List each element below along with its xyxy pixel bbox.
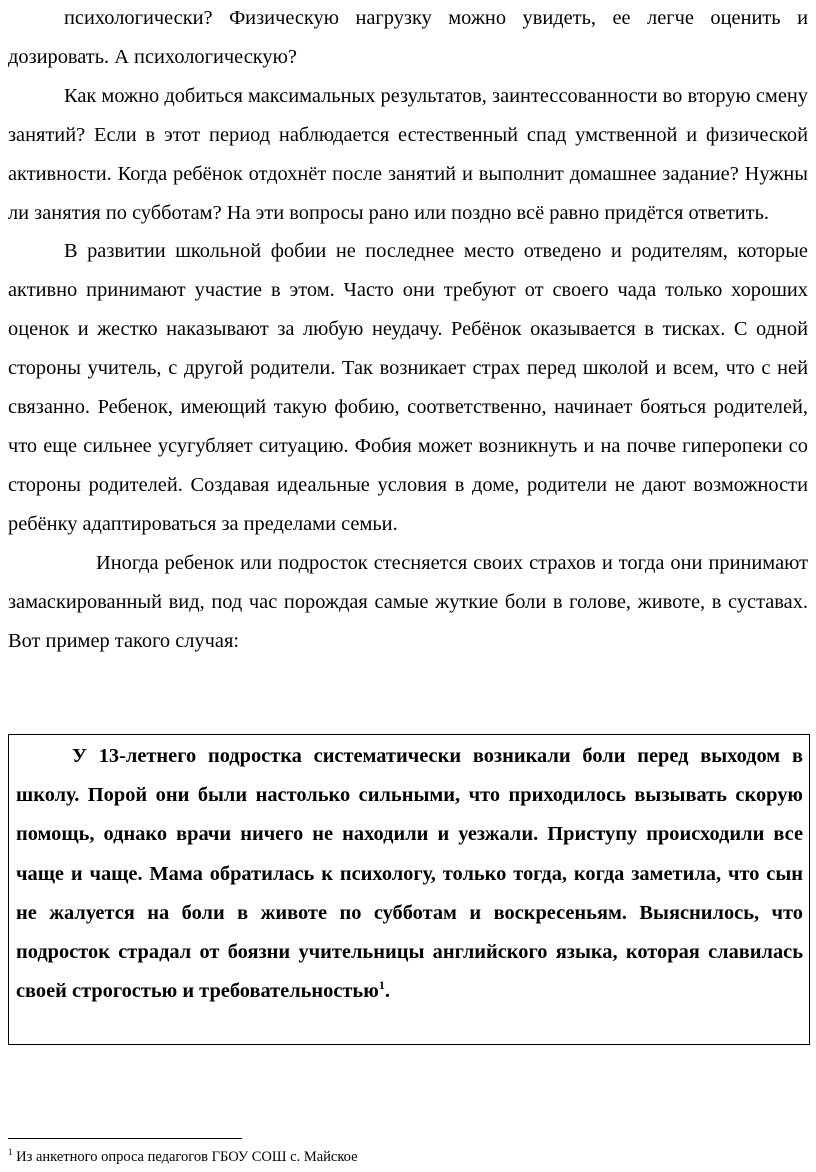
footnote-text: Из анкетного опроса педагогов ГБОУ СОШ с. Майское bbox=[12, 1149, 358, 1165]
document-page bbox=[8, 0, 808, 1003]
paragraph-3: В развитии школьной фобии не последнее место отведено и родителям, которые активно принимают участие в этом. Часто они требуют от своего чада только хороших оценок и жестко наказывают за любую неудачу. Ребёнок оказывается в тисках. С одной стороны учитель, с другой родители. Так возникает страх перед школой и всем, что с ней связанно. Ребенок, имеющий такую фобию, соответственно, начинает бояться родителей, что еще сильнее усугубляет ситуацию. Фобия может возникнуть и на почве гиперопеки со стороны родителей. Создавая идеальные условия в доме, родители не дают возможности ребёнку адаптироваться за пределами семьи. bbox=[8, 240, 808, 535]
footnote bbox=[8, 1148, 358, 1166]
paragraph-1: психологически? Физическую нагрузку можно увидеть, ее легче оценить и дозировать. А психологическую? bbox=[8, 7, 808, 68]
paragraph-4: Иногда ребенок или подросток стесняется своих страхов и тогда они принимают замаскированный вид, под час порождая самые жуткие боли в голове, животе, в суставах. Вот пример такого случая: bbox=[8, 551, 808, 652]
case-example-box bbox=[8, 734, 810, 1045]
paragraph-2: Как можно добиться максимальных результатов, заинтессованности во вторую смену занятий? Если в этот период наблюдается естественный спад умственной и физической активности. Когда ребёнок отдохнёт после занятий и выполнит домашнее задание? Нужны ли занятия по субботам? На эти вопросы рано или поздно всё равно придётся ответить. bbox=[8, 84, 808, 224]
footnote-reference[interactable]: 1 bbox=[378, 978, 385, 993]
footnote-separator bbox=[8, 1138, 242, 1139]
case-example-end: . bbox=[384, 980, 390, 1003]
case-example-body: У 13-летнего подростка систематически возникали боли перед выходом в школу. Порой они были настолько сильными, что приходилось вызывать скорую помощь, однако врачи ничего не находили и уезжали. Приступу происходили все чаще и чаще. Мама обратилась к психологу, только тогда, когда заметила, что сын не жалуется на боли в животе по субботам и воскресеньям. Выяснилось, что подросток страдал от боязни учительницы английского языка, которая славилась своей строгостью и требовательностью bbox=[16, 745, 803, 1003]
footnote-marker: 1 bbox=[8, 1147, 13, 1158]
case-example-text bbox=[16, 737, 803, 1011]
